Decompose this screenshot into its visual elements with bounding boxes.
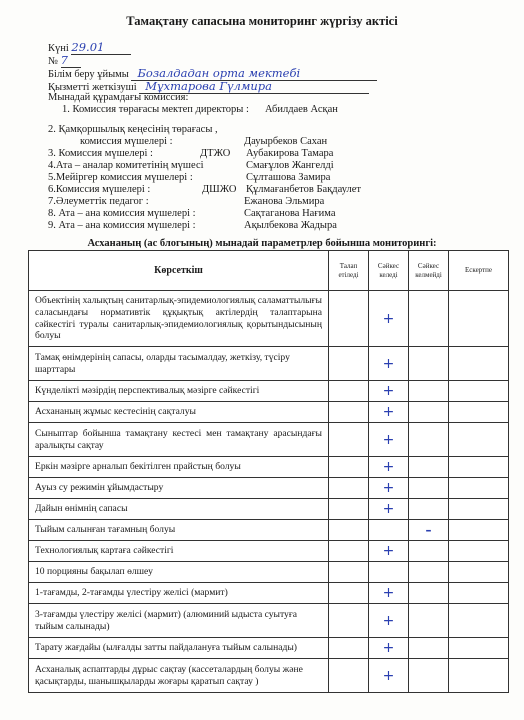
member-3-name: Аубакирова Тамара <box>246 148 334 159</box>
cell-compliant-mark: + <box>369 604 409 638</box>
member-2-role: 2. Қамқоршылық кеңесінің төрағасы , <box>48 124 218 135</box>
cell-note <box>449 520 509 541</box>
cell-noncompliant <box>409 638 449 659</box>
cell-compliant <box>369 520 409 541</box>
date-field: Күні 29.01 <box>48 40 131 55</box>
cell-compliant-mark: + <box>369 583 409 604</box>
cell-compliant <box>369 562 409 583</box>
cell-noncompliant <box>409 381 449 402</box>
cell-noncompliant <box>409 604 449 638</box>
table-row <box>29 604 509 638</box>
cell-required <box>329 291 369 347</box>
header-required: Талап етіледі <box>329 251 369 291</box>
header-compliant: Сәйкес келеді <box>369 251 409 291</box>
member-6-org: ДШЖО <box>202 184 237 195</box>
cell-noncompliant <box>409 659 449 693</box>
cell-noncompliant-mark: – <box>409 520 449 541</box>
member-9-name: Ақылбекова Жадыра <box>244 220 337 231</box>
cell-note <box>449 638 509 659</box>
table-row <box>29 659 509 693</box>
table-row <box>29 457 509 478</box>
row-text: Тыйым салынған тағамның болуы <box>29 520 329 541</box>
member-8-role: 8. Ата – ана комиссия мүшелері : <box>48 208 196 219</box>
member-2b-role: комиссия мүшелері : <box>80 136 173 147</box>
row-text: Ауыз су режимін ұйымдастыру <box>29 478 329 499</box>
member-6-role: 6.Комиссия мүшелері : <box>48 184 151 195</box>
header-noncompliant: Сәйкес келмейді <box>409 251 449 291</box>
number-value: 7 <box>61 53 81 68</box>
cell-note <box>449 499 509 520</box>
cell-noncompliant <box>409 347 449 381</box>
row-text: 3-тағамды үлестіру желісі (мармит) (алюминий ыдыста суытуға тыйым салынады) <box>29 604 329 638</box>
table-row <box>29 562 509 583</box>
cell-required <box>329 604 369 638</box>
cell-compliant-mark: + <box>369 541 409 562</box>
cell-note <box>449 381 509 402</box>
cell-note <box>449 457 509 478</box>
cell-note <box>449 291 509 347</box>
table-row <box>29 402 509 423</box>
cell-required <box>329 638 369 659</box>
cell-required <box>329 520 369 541</box>
cell-compliant-mark: + <box>369 402 409 423</box>
cell-note <box>449 659 509 693</box>
member-7-role: 7.Әлеуметтік педагог : <box>48 196 149 207</box>
row-text: Объектінің халықтың санитарлық-эпидемиологиялық саламаттылығы саласындағы нормативтік құқықтық актілердің талаптарына сәйкестігі туралы санитарлық-эпидемиологиялық қорытындысының болуы <box>29 291 329 347</box>
cell-note <box>449 402 509 423</box>
cell-required <box>329 659 369 693</box>
row-text: Асханалық аспаптарды дұрыс сақтау (кассеталардың болуы және қасықтарды, шанышқыларды жоғары қаратып сақтау ) <box>29 659 329 693</box>
row-text: 1-тағамды, 2-тағамды үлестіру желісі (мармит) <box>29 583 329 604</box>
organization-field: Білім беру ұйымы Бозалдадан орта мектебі <box>48 66 377 81</box>
table-row <box>29 638 509 659</box>
document-title: Тамақтану сапасына мониторинг жүргізу актісі <box>126 14 398 28</box>
table-row <box>29 583 509 604</box>
cell-noncompliant <box>409 478 449 499</box>
cell-noncompliant <box>409 541 449 562</box>
table-row <box>29 541 509 562</box>
cell-note <box>449 347 509 381</box>
cell-note <box>449 478 509 499</box>
member-5-role: 5.Мейіргер комиссия мүшелері : <box>48 172 193 183</box>
cell-required <box>329 423 369 457</box>
table-row <box>29 499 509 520</box>
table-row <box>29 291 509 347</box>
cell-note <box>449 423 509 457</box>
table-row <box>29 423 509 457</box>
member-2-name: Дауырбеков Сахан <box>244 136 328 147</box>
cell-required <box>329 541 369 562</box>
member-7-name: Ежанова Эльмира <box>244 196 325 207</box>
row-text: Күнделікті мәзірдің перспективалық мәзірге сәйкестігі <box>29 381 329 402</box>
cell-noncompliant <box>409 291 449 347</box>
cell-noncompliant <box>409 423 449 457</box>
organization-value: Бозалдадан орта мектебі <box>131 66 377 81</box>
cell-noncompliant <box>409 402 449 423</box>
table-header-row <box>29 251 509 291</box>
number-field: № 7 <box>48 53 81 68</box>
cell-note <box>449 541 509 562</box>
member-3-role: 3. Комиссия мүшелері : <box>48 148 153 159</box>
row-text: Асхананың жұмыс кестесінің сақталуы <box>29 402 329 423</box>
row-text: 10 порцияны бақылап өлшеу <box>29 562 329 583</box>
member-4-name: Смағұлов Жангелді <box>246 160 334 171</box>
row-text: Сыныптар бойынша тамақтану кестесі мен тамақтану арасындағы аралықты сақтау <box>29 423 329 457</box>
member-9-role: 9. Ата – ана комиссия мүшелері : <box>48 220 196 231</box>
cell-compliant-mark: + <box>369 478 409 499</box>
supplier-field: Қызметті жеткізуші Мұхтарова Гүлмира <box>48 79 369 94</box>
member-4-role: 4.Ата – аналар комитетінің мүшесі <box>48 160 204 171</box>
cell-compliant-mark: + <box>369 499 409 520</box>
cell-noncompliant <box>409 457 449 478</box>
cell-note <box>449 604 509 638</box>
cell-compliant-mark: + <box>369 457 409 478</box>
member-5-name: Сұлташова Замира <box>246 172 331 183</box>
row-text: Еркін мәзірге арналып бекітілген прайстың болуы <box>29 457 329 478</box>
row-text: Тамақ өнімдерінің сапасы, оларды тасымалдау, жеткізу, түсіру шарттары <box>29 347 329 381</box>
cell-note <box>449 583 509 604</box>
member-6-name: Құлмағанбетов Бақдаулет <box>246 184 361 195</box>
cell-compliant-mark: + <box>369 423 409 457</box>
table-row <box>29 520 509 541</box>
cell-note <box>449 562 509 583</box>
cell-required <box>329 347 369 381</box>
table-row <box>29 478 509 499</box>
cell-compliant-mark: + <box>369 347 409 381</box>
table-row <box>29 381 509 402</box>
monitoring-table <box>28 250 509 693</box>
member-3-org: ДТЖО <box>200 148 231 159</box>
header-note: Ескертпе <box>449 251 509 291</box>
row-text: Дайын өнімнің сапасы <box>29 499 329 520</box>
cell-required <box>329 499 369 520</box>
row-text: Тарату жағдайы (ылғалды затты пайдалануға тыйым салынады) <box>29 638 329 659</box>
cell-required <box>329 583 369 604</box>
cell-compliant-mark: + <box>369 638 409 659</box>
cell-required <box>329 457 369 478</box>
cell-noncompliant <box>409 562 449 583</box>
cell-compliant-mark: + <box>369 291 409 347</box>
cell-noncompliant <box>409 583 449 604</box>
commission-intro: Мынадай құрамдағы комиссия: <box>48 92 189 103</box>
row-text: Технологиялық картаға сәйкестігі <box>29 541 329 562</box>
date-value: 29.01 <box>71 40 131 55</box>
member-1-name: Абилдаев Асқан <box>265 104 338 115</box>
cell-required <box>329 562 369 583</box>
member-8-name: Сақтаганова Нағима <box>244 208 336 219</box>
supplier-value: Мұхтарова Гүлмира <box>139 79 369 94</box>
cell-required <box>329 478 369 499</box>
cell-compliant-mark: + <box>369 659 409 693</box>
table-title: Асхананың (ас блогының) мынадай параметрлер бойынша мониторингі: <box>87 238 437 249</box>
cell-required <box>329 402 369 423</box>
cell-noncompliant <box>409 499 449 520</box>
header-indicator: Көрсеткіш <box>29 251 329 291</box>
cell-compliant-mark: + <box>369 381 409 402</box>
member-1-role: 1. Комиссия төрағасы мектеп директоры : <box>62 104 249 115</box>
table-row <box>29 347 509 381</box>
cell-required <box>329 381 369 402</box>
